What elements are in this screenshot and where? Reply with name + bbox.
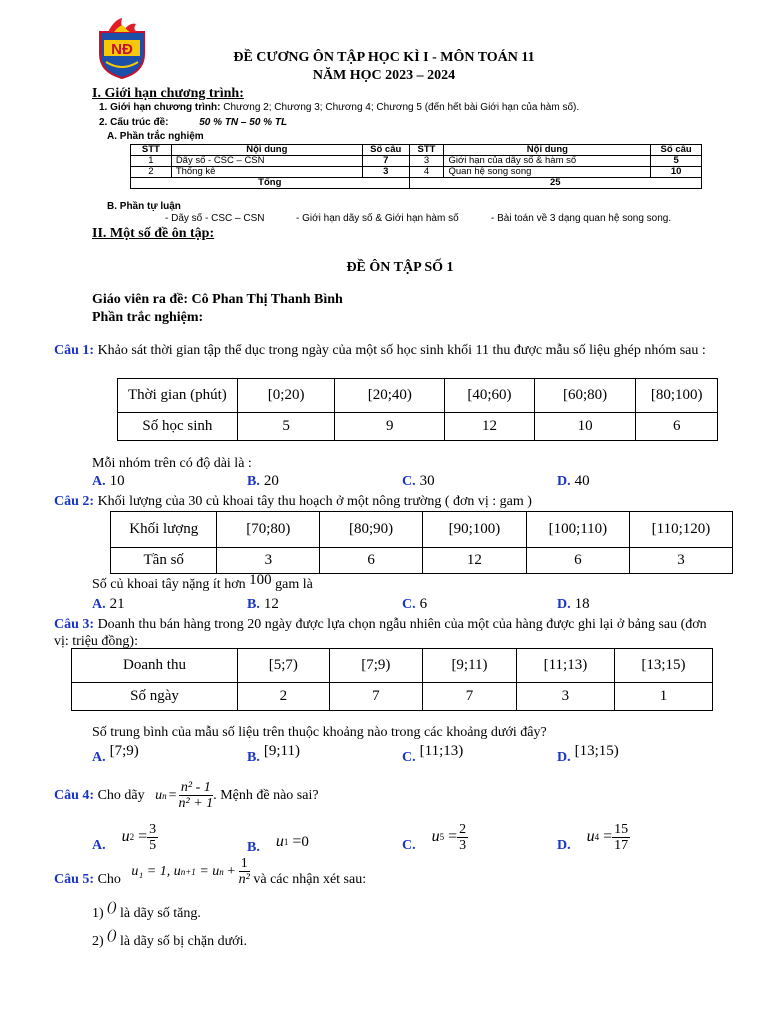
cell: 6 — [636, 413, 718, 441]
q5-post: và các nhận xét sau: — [253, 871, 367, 887]
q3-text: Doanh thu bán hàng trong 20 ngày được lựa chọn ngẫu nhiên của một của hàng được ghi lại ở bảng sau (đơn vị: triệu đồng): — [54, 617, 707, 649]
cell: 12 — [422, 548, 526, 574]
option-value: 6 — [419, 596, 428, 612]
q1-label: Câu 1: — [54, 343, 95, 358]
q4-option-b[interactable] — [247, 828, 309, 856]
th-count: Số câu — [362, 145, 409, 156]
option-key: A. — [92, 750, 106, 765]
table-row — [131, 156, 702, 167]
cell: 2 — [238, 683, 330, 711]
question-5 — [54, 856, 367, 895]
cell: [13;15) — [614, 649, 712, 683]
q4-option-c[interactable] — [402, 820, 468, 854]
teacher-line: Giáo viên ra đề: Cô Phan Thị Thanh Bình — [92, 292, 343, 307]
part-a-label: A. Phần trắc nghiệm — [107, 131, 204, 142]
option-key: A. — [92, 474, 106, 489]
th-stt-2: STT — [409, 145, 444, 156]
opt-u: u — [586, 828, 595, 845]
fraction-denominator: 5 — [149, 837, 157, 853]
q2-option-a[interactable] — [92, 595, 125, 613]
q5-formula-b: = u — [199, 863, 220, 879]
opt-eq: = — [292, 833, 302, 850]
option-key: D. — [557, 838, 571, 853]
q1-option-a[interactable] — [92, 472, 125, 490]
table-row — [131, 167, 702, 178]
cell: 2 — [131, 167, 172, 178]
cell: 9 — [335, 413, 445, 441]
cell: 5 — [651, 156, 702, 167]
opt-u: u — [431, 828, 440, 845]
option-key: B. — [247, 750, 260, 765]
cell: [5;7) — [238, 649, 330, 683]
q3-label: Câu 3: — [54, 617, 95, 632]
opt-eq: = — [138, 828, 148, 845]
q4-label: Câu 4: — [54, 787, 95, 803]
option-key: C. — [402, 474, 416, 489]
q3-question: Số trung bình của mẫu số liệu trên thuộc khoảng nào trong các khoảng dưới đây? — [92, 725, 547, 740]
q3-table — [71, 648, 713, 711]
table-total-row — [131, 178, 702, 189]
cell: Quan hệ song song — [444, 167, 651, 178]
cell: Dãy số - CSC – CSN — [171, 156, 362, 167]
q2-option-b[interactable] — [247, 595, 279, 613]
option-value: [9;11) — [263, 743, 300, 759]
option-key: B. — [247, 474, 260, 489]
cell: [80;90) — [320, 512, 423, 548]
exam-title: ĐỀ ÔN TẬP SỐ 1 — [346, 260, 454, 275]
cell: 6 — [320, 548, 423, 574]
question-1 — [54, 342, 734, 360]
item-text: là dãy số bị chặn dưới. — [120, 934, 247, 949]
cell: [9;11) — [423, 649, 517, 683]
opt-eq: = — [448, 828, 458, 845]
cell: [90;100) — [422, 512, 526, 548]
q4-pre: Cho dãy — [97, 787, 145, 803]
structure-table — [130, 144, 702, 189]
cell: Giới hạn của dãy số & hàm số — [444, 156, 651, 167]
part-label: Phần trắc nghiệm: — [92, 310, 204, 325]
cell: 10 — [651, 167, 702, 178]
item-text: là dãy số tăng. — [120, 906, 201, 921]
cell: Số ngày — [72, 683, 238, 711]
cell: [110;120) — [629, 512, 732, 548]
option-key: A. — [92, 838, 106, 853]
option-key: B. — [247, 840, 260, 855]
structure-text: 50 % TN – 50 % TL — [199, 117, 288, 128]
total-value: 25 — [409, 178, 701, 189]
opt-eq: = — [603, 828, 613, 845]
option-key: C. — [402, 597, 416, 612]
item-number: 2) — [92, 934, 104, 949]
structure-table-header — [131, 145, 702, 156]
fraction-denominator: n² — [238, 872, 250, 887]
fraction-denominator: 17 — [614, 837, 629, 853]
opt-fraction — [612, 822, 630, 853]
option-key: D. — [557, 597, 571, 612]
q5-formula-sub: n+1 — [180, 866, 196, 877]
part-b-label: B. Phần tự luận — [107, 201, 181, 212]
q1-question: Mỗi nhóm trên có độ dài là : — [92, 456, 252, 471]
school-year: NĂM HỌC 2023 – 2024 — [312, 68, 456, 83]
q4-fraction — [179, 780, 214, 811]
q2-text: Khối lượng của 30 củ khoai tây thu hoạch ở một nông trường ( đơn vị : gam ) — [97, 494, 532, 509]
q3-option-a[interactable] — [92, 743, 139, 766]
option-key: B. — [247, 597, 260, 612]
section2-heading: II. Một số đề ôn tập: — [92, 226, 215, 241]
part-b-item-2: - Giới hạn dãy số & Giới hạn hàm số — [296, 213, 459, 224]
cell: 3 — [516, 683, 614, 711]
limit-line — [99, 102, 579, 113]
q1-option-b[interactable] — [247, 472, 279, 490]
cell: 3 — [217, 548, 320, 574]
item-seq: () — [107, 928, 117, 943]
cell: 7 — [423, 683, 517, 711]
page-title: ĐỀ CƯƠNG ÔN TẬP HỌC KÌ I - MÔN TOÁN 11 — [233, 50, 535, 65]
fraction-denominator: n² + 1 — [178, 796, 214, 811]
cell: 10 — [534, 413, 636, 441]
q4-post: . Mệnh đề nào sai? — [213, 787, 319, 803]
option-key: C. — [402, 838, 416, 853]
cell: [40;60) — [445, 379, 535, 413]
opt-u: u — [275, 833, 284, 850]
question-3 — [54, 616, 714, 650]
structure-line — [99, 117, 287, 128]
option-value: [7;9) — [109, 743, 139, 759]
q4-n: n — [162, 790, 167, 801]
q5-formula-a: u₁ = 1, u — [131, 863, 181, 879]
cell: 1 — [614, 683, 712, 711]
q5-item-2 — [92, 928, 247, 951]
cell: 6 — [526, 548, 629, 574]
cell: [80;100) — [636, 379, 718, 413]
option-key: D. — [557, 474, 571, 489]
cell: Doanh thu — [72, 649, 238, 683]
table-row — [72, 649, 713, 683]
q5-plus: + — [227, 863, 236, 879]
fraction-denominator: 3 — [459, 837, 467, 853]
opt-sub: 1 — [283, 837, 289, 847]
option-value: 18 — [574, 596, 590, 612]
item-number: 1) — [92, 906, 104, 921]
cell: [60;80) — [534, 379, 636, 413]
cell: 4 — [409, 167, 444, 178]
cell: [11;13) — [516, 649, 614, 683]
cell: [0;20) — [237, 379, 335, 413]
q3-option-d[interactable] — [557, 743, 619, 766]
option-value: [13;15) — [574, 743, 619, 759]
section1-heading: I. Giới hạn chương trình: — [92, 86, 244, 101]
option-value: 10 — [109, 473, 125, 489]
opt-fraction — [147, 822, 158, 853]
cell: [7;9) — [329, 649, 422, 683]
table-row — [72, 683, 713, 711]
cell: [20;40) — [335, 379, 445, 413]
question-2 — [54, 494, 532, 510]
cell: 3 — [362, 167, 409, 178]
logo-text: NĐ — [111, 41, 133, 58]
cell: 7 — [329, 683, 422, 711]
question-4 — [54, 780, 319, 811]
fraction-numerator: 15 — [614, 821, 629, 837]
q2-question — [92, 572, 313, 593]
q4-option-a[interactable] — [92, 820, 158, 854]
limit-label: 1. Giới hạn chương trình: — [99, 102, 221, 113]
th-count-2: Số câu — [651, 145, 702, 156]
q1-option-d[interactable] — [557, 472, 590, 490]
opt-fraction — [457, 822, 468, 853]
total-label: Tổng — [131, 178, 410, 189]
q2-question-pre: Số củ khoai tây nặng ít hơn — [92, 577, 246, 592]
q2-option-c[interactable] — [402, 595, 427, 613]
fraction-numerator: 3 — [149, 821, 157, 837]
q3-option-b[interactable] — [247, 743, 300, 766]
cell: Thống kê — [171, 167, 362, 178]
opt-u: u — [121, 828, 130, 845]
q2-question-value: 100 — [249, 572, 272, 588]
q1-table — [117, 378, 718, 441]
cell: 1 — [131, 156, 172, 167]
q5-label: Câu 5: — [54, 871, 95, 887]
q2-label: Câu 2: — [54, 494, 95, 509]
opt-sub: 2 — [129, 832, 135, 842]
option-value: 30 — [419, 473, 435, 489]
option-value: 21 — [109, 596, 125, 612]
option-key: A. — [92, 597, 106, 612]
table-row — [111, 548, 733, 574]
option-key: C. — [402, 750, 416, 765]
cell: 7 — [362, 156, 409, 167]
item-seq: () — [107, 900, 117, 915]
cell: 3 — [409, 156, 444, 167]
cell: 12 — [445, 413, 535, 441]
opt-sub: 4 — [594, 832, 600, 842]
option-value: 40 — [574, 473, 590, 489]
fraction-numerator: 1 — [240, 856, 248, 871]
cell: [100;110) — [526, 512, 629, 548]
q5-formula-c: n — [219, 866, 224, 877]
fraction-numerator: n² - 1 — [180, 780, 211, 795]
q2-question-post: gam là — [275, 577, 313, 592]
q1-text: Khảo sát thời gian tập thể dục trong ngày của một số học sinh khối 11 thu được mẫu số liệu ghép nhóm sau : — [97, 343, 706, 358]
cell: Thời gian (phút) — [118, 379, 238, 413]
q4-eq: = — [168, 787, 177, 803]
th-stt: STT — [131, 145, 172, 156]
cell: Tần số — [111, 548, 217, 574]
part-b-item-1: - Dãy số - CSC – CSN — [165, 213, 265, 224]
option-value: 12 — [263, 596, 279, 612]
part-b-item-3: - Bài toán về 3 dạng quan hệ song song. — [491, 213, 672, 224]
cell: 3 — [629, 548, 732, 574]
th-content: Nội dung — [171, 145, 362, 156]
q2-option-d[interactable] — [557, 595, 590, 613]
opt-value: 0 — [301, 833, 309, 850]
q3-option-c[interactable] — [402, 743, 464, 766]
option-key: D. — [557, 750, 571, 765]
option-value: [11;13) — [419, 743, 464, 759]
option-value: 20 — [263, 473, 279, 489]
q5-fraction — [239, 856, 250, 887]
cell: Số học sinh — [118, 413, 238, 441]
q1-option-c[interactable] — [402, 472, 435, 490]
fraction-numerator: 2 — [459, 821, 467, 837]
q5-item-1 — [92, 900, 201, 923]
table-row — [118, 379, 718, 413]
q4-option-d[interactable] — [557, 820, 630, 854]
structure-label: 2. Cấu trúc đề: — [99, 117, 169, 128]
table-row — [118, 413, 718, 441]
cell: [70;80) — [217, 512, 320, 548]
cell: 5 — [237, 413, 335, 441]
limit-text: Chương 2; Chương 3; Chương 4; Chương 5 (đến hết bài Giới hạn của hàm số). — [223, 102, 580, 113]
cell: Khối lượng — [111, 512, 217, 548]
q4-u: u — [155, 787, 163, 803]
opt-sub: 5 — [439, 832, 445, 842]
th-content-2: Nội dung — [444, 145, 651, 156]
q5-pre: Cho — [97, 871, 121, 887]
q2-table — [110, 511, 733, 574]
table-row — [111, 512, 733, 548]
